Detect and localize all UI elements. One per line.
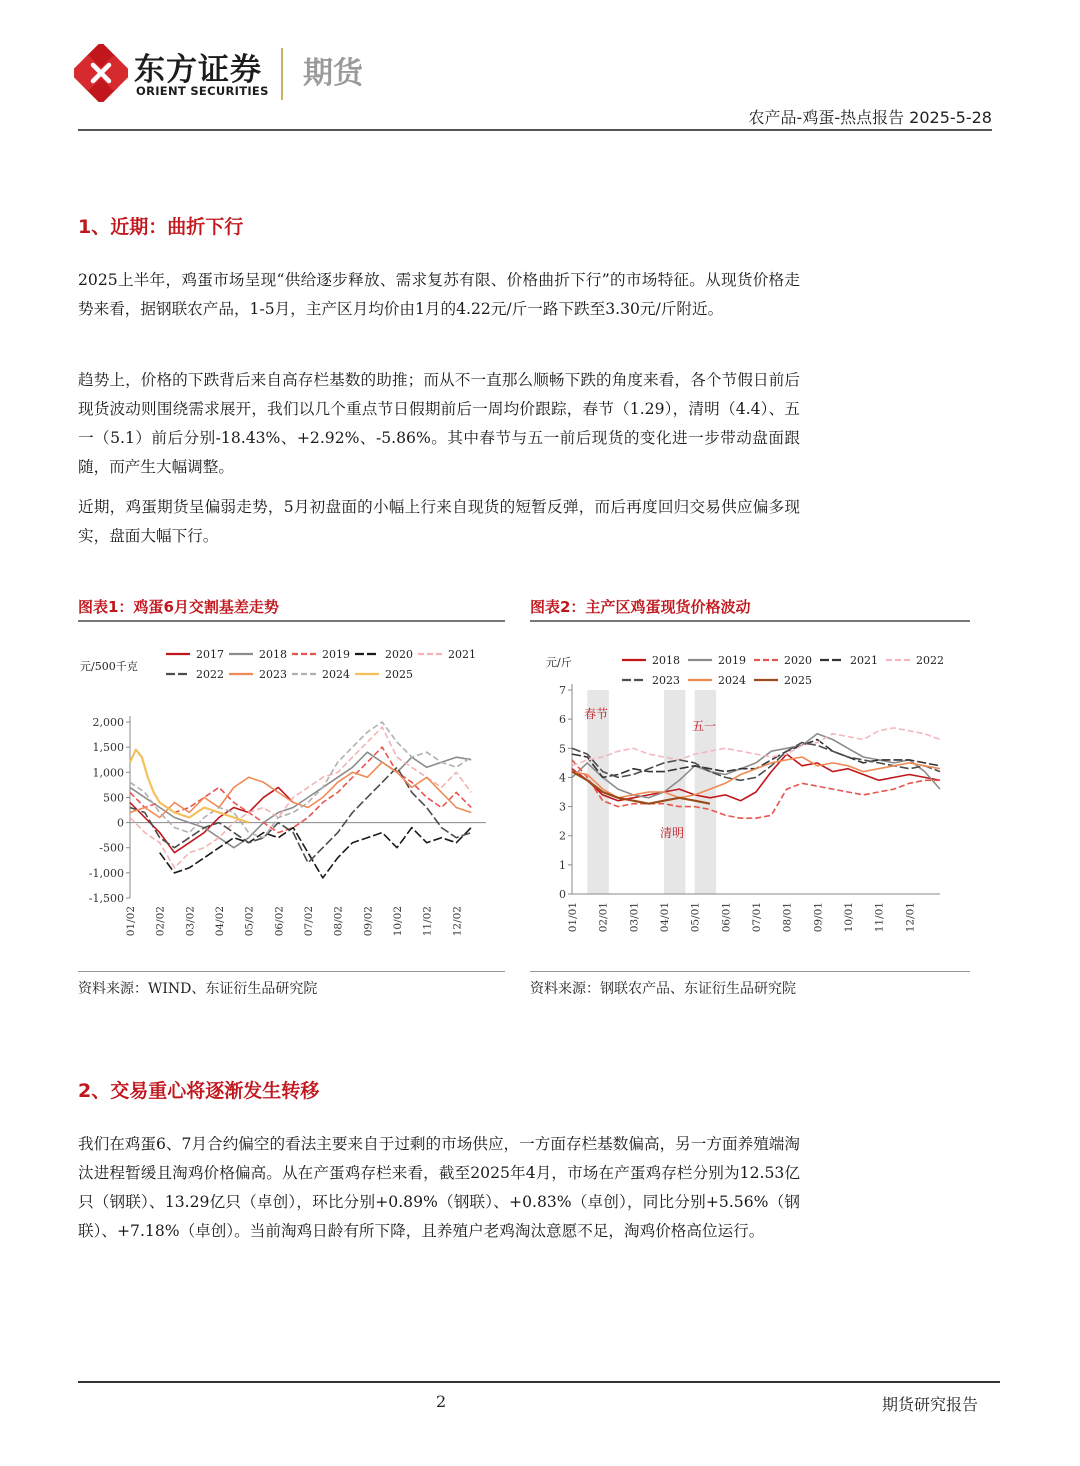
report-tag: 农产品-鸡蛋-热点报告 2025-5-28 xyxy=(748,108,992,127)
legend-label: 2023 xyxy=(652,674,680,687)
x-tick-label: 05/01 xyxy=(689,902,702,933)
y-tick-label: -1,500 xyxy=(88,892,124,905)
y-tick-label: 0 xyxy=(559,888,566,901)
y-tick-label: 6 xyxy=(559,713,566,727)
y-tick-label: 500 xyxy=(103,791,124,805)
x-tick-label: 04/01 xyxy=(659,902,671,933)
x-tick-label: 03/02 xyxy=(184,906,197,937)
legend-label: 2021 xyxy=(448,648,476,661)
section-2-title: 2、交易重心将逐渐发生转移 xyxy=(78,1080,320,1102)
footer-report-type: 期货研究报告 xyxy=(881,1395,978,1414)
series-line-2023 xyxy=(130,762,471,817)
x-tick-label: 10/02 xyxy=(392,906,404,937)
x-tick-label: 09/01 xyxy=(812,902,825,933)
x-tick-label: 08/01 xyxy=(781,902,794,933)
orient-securities-logo-icon xyxy=(74,44,128,102)
x-tick-label: 12/01 xyxy=(904,902,917,933)
legend-label: 2022 xyxy=(196,668,224,681)
annotation-label: 五一 xyxy=(692,719,717,733)
section-2-paragraph: 我们在鸡蛋6、7月合约偏空的看法主要来自于过剩的市场供应，一方面存栏基数偏高，另一方面养殖端淘汰进程暂缓且淘鸡价格偏高。从在产蛋鸡存栏来看，截至2025年4月，市场在产蛋鸡存栏分别为12.53亿只（钢联）、13.29亿只（卓创），环比分别+0.89%（钢联）、+0.83%（卓创），同比分别+5.56%（钢联）、+7.18%（卓创）。当前淘鸡日龄有所下降，且养殖户老鸡淘汰意愿不足，淘鸡价格高位运行。 xyxy=(78,1135,800,1240)
annotation-label: 清明 xyxy=(660,826,685,840)
y-tick-label: -500 xyxy=(99,841,124,855)
x-tick-label: 06/01 xyxy=(720,902,733,933)
x-tick-label: 11/02 xyxy=(421,906,434,937)
y-tick-label: 5 xyxy=(559,742,566,756)
legend-label: 2018 xyxy=(259,648,287,661)
figure-1-bottom-rule xyxy=(78,971,505,972)
figure-2-source: 资料来源：钢联农产品、东证衍生品研究院 xyxy=(530,981,796,997)
legend-label: 2021 xyxy=(850,654,878,667)
x-tick-label: 10/01 xyxy=(843,902,855,933)
x-tick-label: 05/02 xyxy=(243,906,256,937)
y-tick-label: 1 xyxy=(559,858,566,872)
x-tick-label: 07/02 xyxy=(303,906,315,937)
y-tick-label: 3 xyxy=(559,800,566,814)
annotation-label: 春节 xyxy=(584,707,609,721)
y-tick-label: -1,000 xyxy=(88,866,124,880)
page-number: 2 xyxy=(436,1392,447,1411)
header-rule xyxy=(78,129,992,131)
y-axis-label: 元/斤 xyxy=(546,656,572,669)
series-line-2020 xyxy=(160,828,472,878)
x-tick-label: 09/02 xyxy=(362,906,375,937)
section-1-paragraph: 近期，鸡蛋期货呈偏弱走势，5月初盘面的小幅上行来自现货的短暂反弹，而后再度回归交易供应偏多现实，盘面大幅下行。 xyxy=(78,498,800,545)
figure-1-source: 资料来源：WIND、东证衍生品研究院 xyxy=(78,981,318,997)
figure-1-title: 图表1：鸡蛋6月交割基差走势 xyxy=(78,598,279,616)
legend-label: 2024 xyxy=(718,674,746,687)
brand-name-cn: 东方证券 xyxy=(134,52,262,88)
legend-label: 2018 xyxy=(652,654,680,667)
legend-label: 2019 xyxy=(322,648,350,661)
legend-label: 2017 xyxy=(196,648,224,661)
brand-divider xyxy=(281,48,283,100)
legend-label: 2025 xyxy=(784,674,812,687)
legend-label: 2025 xyxy=(385,668,413,681)
x-tick-label: 08/02 xyxy=(332,906,345,937)
brand-subtitle: 期货 xyxy=(303,56,363,91)
legend-label: 2020 xyxy=(385,648,413,661)
x-tick-label: 11/01 xyxy=(873,902,886,933)
spot-price-line-chart xyxy=(530,628,970,968)
y-tick-label: 7 xyxy=(559,684,566,697)
figure-2-top-rule xyxy=(530,620,970,622)
brand-name-en: ORIENT SECURITIES xyxy=(136,84,269,98)
series-line-2019 xyxy=(572,734,940,798)
y-axis-label: 元/500千克 xyxy=(80,660,138,673)
legend-label: 2022 xyxy=(916,654,944,667)
x-tick-label: 07/01 xyxy=(751,902,763,933)
y-tick-label: 1,000 xyxy=(92,766,124,780)
legend-label: 2019 xyxy=(718,654,746,667)
x-tick-label: 04/02 xyxy=(214,906,226,937)
figure-2-bottom-rule xyxy=(530,971,970,972)
x-tick-label: 03/01 xyxy=(628,902,641,933)
x-tick-label: 01/01 xyxy=(567,902,579,933)
section-1-paragraph: 2025上半年，鸡蛋市场呈现“供给逐步释放、需求复苏有限、价格曲折下行”的市场特征。从现货价格走势来看，据钢联农产品，1-5月，主产区月均价由1月的4.22元/斤一路下跌至3.30元/斤附近。 xyxy=(78,271,800,318)
legend-label: 2020 xyxy=(784,654,812,667)
section-1-title: 1、近期：曲折下行 xyxy=(78,216,244,238)
x-tick-label: 06/02 xyxy=(273,906,286,937)
x-tick-label: 01/02 xyxy=(125,906,137,937)
y-tick-label: 4 xyxy=(559,771,566,785)
x-tick-label: 12/02 xyxy=(451,906,464,937)
x-tick-label: 02/02 xyxy=(154,906,167,937)
x-tick-label: 02/01 xyxy=(597,902,610,933)
legend-label: 2024 xyxy=(322,668,350,681)
figure-2-title: 图表2：主产区鸡蛋现货价格波动 xyxy=(530,598,751,616)
legend-label: 2023 xyxy=(259,668,287,681)
figure-1-top-rule xyxy=(78,620,505,622)
y-tick-label: 0 xyxy=(117,816,124,830)
footer-rule xyxy=(78,1381,1000,1383)
y-tick-label: 2 xyxy=(559,829,566,843)
y-tick-label: 2,000 xyxy=(92,716,124,729)
basis-line-chart xyxy=(78,628,505,968)
series-line-2021 xyxy=(572,740,940,778)
y-tick-label: 1,500 xyxy=(92,741,124,755)
section-1-paragraph: 趋势上，价格的下跌背后来自高存栏基数的助推；而从不一直那么顺畅下跌的角度来看，各个节假日前后现货波动则围绕需求展开，我们以几个重点节日假期前后一周均价跟踪，春节（1.29），清明（4.4）、五一（5.1）前后分别-18.43%、+2.92%、-5.86%。其中春节与五一前后现货的变化进一步带动盘面跟随，而产生大幅调整。 xyxy=(78,371,800,476)
